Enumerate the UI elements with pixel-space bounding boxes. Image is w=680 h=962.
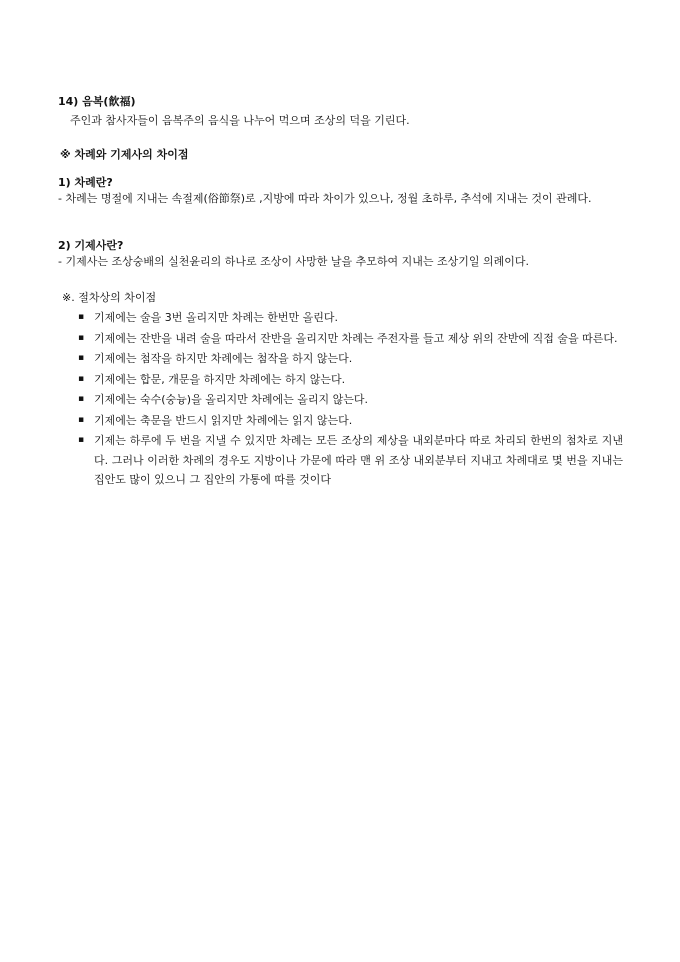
bullet-icon: ▪: [78, 414, 85, 425]
list-item: [78, 411, 623, 431]
list-item-text: 기제에는 첨작을 하지만 차례에는 첨작을 하지 않는다.: [94, 352, 353, 365]
bullet-icon: ▪: [78, 312, 85, 322]
list-item: [78, 349, 623, 369]
section-14-body: 주인과 참사자들이 음복주의 음식을 나누어 먹으며 조상의 덕을 기린다.: [70, 114, 410, 127]
list-item: [78, 431, 623, 490]
list-item: [78, 370, 623, 390]
list-item: [78, 308, 623, 328]
bullet-icon: ▪: [78, 373, 85, 384]
question-2-heading: 2) 기제사란?: [58, 239, 124, 252]
list-item-text: 기제에는 합문, 개문을 하지만 차례에는 하지 않는다.: [94, 372, 346, 386]
procedure-heading: ※. 절차상의 차이점: [62, 291, 157, 304]
bullet-icon: ▪: [78, 353, 85, 363]
bullet-icon: ▪: [78, 394, 85, 404]
list-item-text: 기제에는 잔반을 내려 술을 따라서 잔반을 올리지만 차례는 주전자를 들고 제상 위의 잔반에 직접 술을 따른다.: [94, 331, 618, 345]
list-item: [78, 329, 623, 349]
list-item: [78, 390, 623, 410]
question-1-body: - 차례는 명절에 지내는 속절제(俗節祭)로 ,지방에 따라 차이가 있으나, 정월 초하루, 추석에 지내는 것이 관례다.: [58, 192, 592, 205]
bullet-icon: ▪: [78, 332, 85, 343]
bullet-icon: ▪: [78, 435, 85, 445]
list-item-text: 기제에는 숙수(숭늉)을 올리지만 차례에는 올리지 않는다.: [94, 393, 368, 406]
question-1-heading: 1) 차례란?: [58, 176, 113, 189]
list-item-text: 기제는 하루에 두 번을 지낼 수 있지만 차례는 모든 조상의 제상을 내외분마다 따로 차리되 한번의 첨차로 지낸다. 그러나 이러한 차례의 경우도 지방이나 가문에 따라 맨 위 조상 내외분부터 지내고 차례대로 몇 번을 지내는 집안도 많이 있으니 그 집안의 가통에 따를 것이다: [94, 434, 623, 486]
comparison-heading: ※ 차례와 기제사의 차이점: [60, 148, 189, 161]
procedure-list: [78, 308, 623, 491]
section-14-heading: 14) 음복(飮福): [58, 95, 136, 108]
list-item-text: 기제에는 술을 3번 올리지만 차례는 한번만 올린다.: [94, 311, 338, 324]
list-item-text: 기제에는 축문을 반드시 읽지만 차례에는 읽지 않는다.: [94, 413, 353, 427]
question-2-body: - 기제사는 조상숭배의 실천윤리의 하나로 조상이 사망한 날을 추모하여 지내는 조상기일 의례이다.: [58, 255, 529, 268]
